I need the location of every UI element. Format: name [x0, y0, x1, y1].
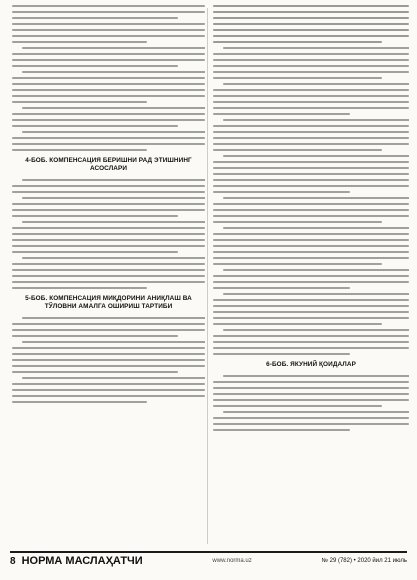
section-heading-6: 6-БОБ. ЯКУНИЙ ҚОИДАЛАР [266, 361, 356, 368]
text-line [12, 365, 205, 367]
text-line [213, 233, 409, 235]
text-line [223, 155, 409, 157]
boxed-note [213, 5, 409, 43]
text-line [12, 353, 205, 355]
text-line [213, 191, 350, 193]
text-line [12, 29, 205, 31]
text-line [12, 11, 205, 13]
text-line [213, 203, 409, 205]
text-line [213, 399, 409, 401]
text-line [213, 35, 409, 37]
text-line [213, 245, 409, 247]
text-line [223, 269, 409, 271]
text-line [213, 281, 409, 283]
text-line [213, 149, 382, 151]
text-line [22, 179, 205, 181]
text-line [213, 393, 409, 395]
text-line [213, 89, 409, 91]
text-line [213, 341, 409, 343]
text-line [213, 101, 409, 103]
text-line [223, 227, 409, 229]
text-line [213, 387, 409, 389]
text-line [213, 53, 409, 55]
text-line [12, 401, 147, 403]
text-line [22, 197, 205, 199]
text-line [12, 287, 147, 289]
text-line [213, 347, 409, 349]
text-line [12, 65, 178, 67]
text-line [12, 101, 147, 103]
text-line [213, 59, 409, 61]
text-line [213, 405, 382, 407]
text-line [22, 131, 205, 133]
text-line [213, 429, 350, 431]
text-line [213, 287, 350, 289]
text-line [213, 209, 409, 211]
text-line [213, 65, 409, 67]
text-line [12, 263, 205, 265]
text-line [223, 329, 409, 331]
text-line [223, 293, 409, 295]
text-line [12, 119, 205, 121]
text-line [213, 239, 409, 241]
text-line [12, 191, 205, 193]
text-line [213, 185, 409, 187]
text-line [213, 71, 409, 73]
text-line [12, 149, 147, 151]
text-line [12, 59, 205, 61]
text-line [12, 329, 205, 331]
page-footer [10, 551, 407, 569]
text-line [223, 197, 409, 199]
text-line [12, 371, 178, 373]
text-line [213, 161, 409, 163]
text-line [12, 323, 205, 325]
text-line [213, 299, 409, 301]
text-line [213, 11, 409, 13]
text-line [12, 41, 147, 43]
text-line [12, 215, 178, 217]
text-line [223, 119, 409, 121]
text-line [22, 107, 205, 109]
text-line [12, 227, 205, 229]
text-line [12, 389, 205, 391]
text-line [213, 179, 409, 181]
text-line [12, 209, 205, 211]
text-line [22, 221, 205, 223]
text-line [213, 5, 409, 7]
text-line [12, 335, 178, 337]
text-line [213, 381, 409, 383]
text-line [12, 395, 205, 397]
text-line [22, 377, 205, 379]
text-line [213, 17, 409, 19]
text-line [213, 173, 409, 175]
text-line [213, 417, 409, 419]
text-line [213, 317, 409, 319]
text-line [213, 251, 409, 253]
text-line [22, 71, 205, 73]
text-line [213, 215, 409, 217]
text-line [12, 203, 205, 205]
text-line [12, 383, 205, 385]
text-line [213, 305, 409, 307]
text-line [213, 95, 409, 97]
text-line [12, 113, 205, 115]
text-line [22, 341, 205, 343]
text-line [12, 143, 205, 145]
right-column [213, 5, 409, 544]
column-divider [207, 8, 208, 544]
text-line [213, 125, 409, 127]
website-link[interactable]: www.norma.uz [212, 558, 252, 564]
text-line [12, 5, 205, 7]
left-column [12, 5, 205, 544]
text-line [12, 251, 178, 253]
text-line [12, 17, 178, 19]
text-line [213, 423, 409, 425]
brand-logo: НОРМА МАСЛАҲАТЧИ [21, 555, 143, 567]
text-line [12, 245, 205, 247]
text-line [22, 317, 205, 319]
text-line [12, 275, 205, 277]
text-line [223, 411, 409, 413]
text-line [12, 233, 205, 235]
text-line [12, 359, 205, 361]
text-line [213, 143, 409, 145]
text-line [213, 41, 382, 43]
text-line [213, 257, 409, 259]
text-line [22, 47, 205, 49]
text-line [213, 29, 409, 31]
text-line [213, 311, 409, 313]
text-line [213, 323, 382, 325]
text-line [223, 83, 409, 85]
text-line [213, 113, 350, 115]
text-line [22, 257, 205, 259]
text-line [223, 375, 409, 377]
text-line [213, 275, 409, 277]
text-line [12, 269, 205, 271]
text-line [12, 77, 205, 79]
text-line [213, 131, 409, 133]
text-line [12, 185, 205, 187]
text-line [213, 107, 409, 109]
page-number: 8 [10, 555, 16, 567]
text-line [213, 77, 382, 79]
footer-left [10, 555, 143, 567]
text-line [12, 137, 205, 139]
section-heading-5: 5-БОБ. КОМПЕНСАЦИЯ МИҚДОРИНИ АНИҚЛАШ ВА ТЎЛОВНИ АМАЛГА ОШИРИШ ТАРТИБИ [25, 295, 192, 310]
text-line [213, 263, 382, 265]
text-line [12, 281, 205, 283]
text-line [213, 167, 409, 169]
issue-info: № 29 (782) • 2020 йил 21 июль [321, 558, 407, 564]
text-line [12, 239, 205, 241]
text-line [213, 353, 350, 355]
text-line [12, 347, 205, 349]
text-line [223, 47, 409, 49]
text-line [213, 137, 409, 139]
section-heading-4: 4-БОБ. КОМПЕНСАЦИЯ БЕРИШНИ РАД ЭТИШНИНГ АСОСЛАРИ [25, 157, 192, 172]
text-line [12, 35, 205, 37]
text-line [12, 125, 178, 127]
text-line [12, 83, 205, 85]
text-line [12, 89, 205, 91]
text-line [213, 23, 409, 25]
text-line [213, 221, 382, 223]
text-line [12, 23, 205, 25]
text-line [213, 335, 409, 337]
text-line [12, 53, 205, 55]
text-line [12, 95, 205, 97]
